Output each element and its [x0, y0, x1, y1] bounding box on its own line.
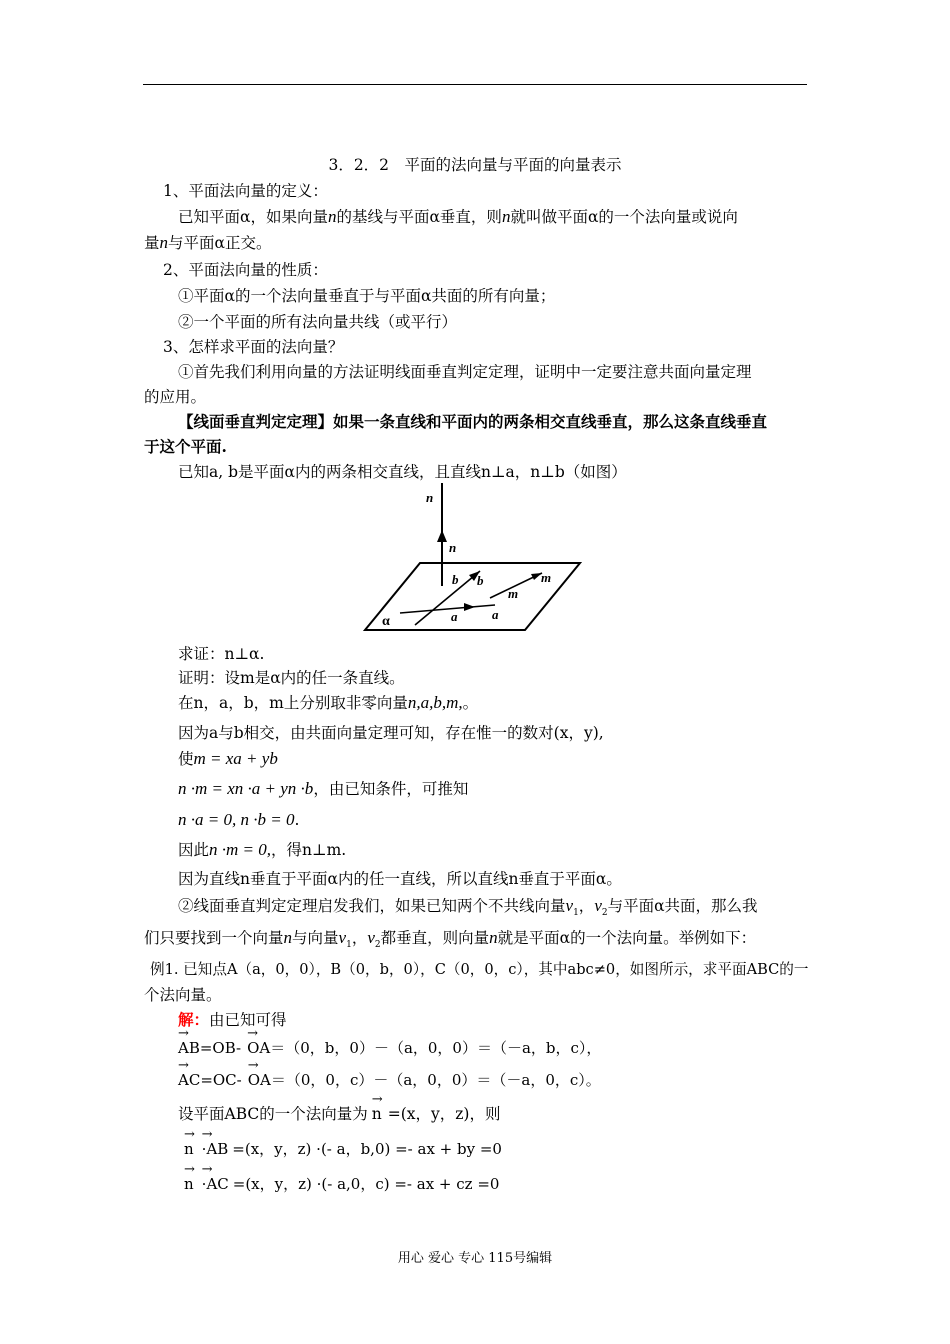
- theorem-statement-cont: 于这个平面.: [144, 437, 227, 456]
- label-n-vector: n: [449, 540, 457, 555]
- page-title: 3．2．2 平面的法向量与平面的向量表示: [328, 156, 622, 174]
- solution-dot-ab: → n→ ·AB =(x，y，z) ·(- a，b,0) =- ax + by =0: [184, 1139, 848, 1159]
- method-paragraph-cont: 们只要找到一个向量n与向量$v_1$，$v_2$都垂直，则向量n就是平面α的一个法向量。举例如下：: [144, 928, 757, 951]
- label-n-top: n: [426, 490, 434, 505]
- line-a: [400, 605, 495, 613]
- example-statement: 例1. 已知点A（a，0，0），B（0，b，0），C（0，0，c），其中abc≠0，如图所示，求平面ABC的一: [150, 961, 809, 978]
- example-statement-cont: 个法向量。: [144, 986, 222, 1004]
- section-3-paragraph-cont: 的应用。: [144, 388, 207, 406]
- line-b: [415, 571, 480, 625]
- plane-figure: [360, 478, 590, 636]
- proof-because: 因为a与b相交，由共面向量定理可知，存在惟一的数对(x，y),: [178, 724, 604, 742]
- theorem-statement: 【线面垂直判定定理】如果一条直线和平面内的两条相交直线垂直，那么这条直线垂直: [178, 412, 768, 431]
- page-footer: 用心 爱心 专心 115号编辑: [397, 1251, 553, 1266]
- proof-eq1: 使m = xa + yb: [178, 749, 278, 768]
- proof-eq2: n ·m = xn ·a + yn ·b，由已知条件，可推知: [178, 779, 469, 798]
- prove-statement: 求证：n⊥α.: [178, 645, 265, 663]
- method-paragraph: ②线面垂直判定定理启发我们，如果已知两个不共线向量$v_1$，$v_2$与平面α共面，那么我: [178, 896, 758, 919]
- section-1-heading: 1、平面法向量的定义：: [163, 182, 328, 200]
- line-a-arrowhead: [464, 603, 475, 611]
- normal-arrowhead: [437, 530, 447, 542]
- proof-take-vectors: 在n，a，b，m上分别取非零向量n,a,b,m,。: [178, 693, 479, 712]
- proof-intro: 证明：设m是α内的任一条直线。: [178, 669, 405, 687]
- section-3-paragraph: ①首先我们利用向量的方法证明线面垂直判定定理，证明中一定要注意共面向量定理: [178, 363, 752, 381]
- solution-set-normal: 设平面ABC的一个法向量为→ n =(x，y，z)，则: [178, 1104, 842, 1124]
- label-b-vector: b: [452, 572, 459, 587]
- solution-label: 解：: [178, 1010, 210, 1029]
- solution-ac: → AC=OC-→ OA＝（0，0，c）－（a，0，0）＝（－a，0，c）。: [178, 1070, 842, 1090]
- property-1: ①平面α的一个法向量垂直于与平面α共面的所有向量；: [178, 287, 556, 305]
- theorem-label: 【线面垂直判定定理】: [178, 412, 334, 431]
- section-2-heading: 2、平面法向量的性质：: [163, 261, 328, 279]
- solution-intro: 解：由已知可得: [178, 1010, 287, 1029]
- theorem-given: 已知a, b是平面α内的两条相交直线，且直线n⊥a，n⊥b（如图）: [178, 463, 627, 481]
- label-a-line: a: [492, 607, 499, 622]
- section-1-paragraph: 已知平面α，如果向量n的基线与平面α垂直，则n就叫做平面α的一个法向量或说向: [178, 207, 738, 226]
- header-rule: [143, 84, 807, 85]
- property-2: ②一个平面的所有法向量共线（或平行）: [178, 313, 458, 331]
- section-3-heading: 3、怎样求平面的法向量？: [163, 338, 344, 356]
- label-alpha: α: [382, 614, 390, 629]
- proof-eq4: 因此n ·m = 0,，得n⊥m.: [178, 840, 347, 859]
- label-b-line: b: [477, 573, 484, 588]
- proof-eq3: n ·a = 0, n ·b = 0.: [178, 810, 300, 829]
- label-m-line: m: [541, 570, 552, 585]
- solution-dot-ac: → n→ ·AC =(x，y，z) ·(- a,0，c) =- ax + cz =0: [184, 1174, 848, 1194]
- solution-ab: → AB=OB-→ OA＝（0，b，0）－（a，0，0）＝（－a，b，c），: [178, 1038, 842, 1058]
- label-a-vector: a: [451, 609, 458, 624]
- label-m-vector: m: [508, 586, 519, 601]
- section-1-paragraph-cont: 量n与平面α正交。: [144, 233, 272, 252]
- proof-conclusion: 因为直线n垂直于平面α内的任一直线，所以直线n垂直于平面α。: [178, 870, 622, 888]
